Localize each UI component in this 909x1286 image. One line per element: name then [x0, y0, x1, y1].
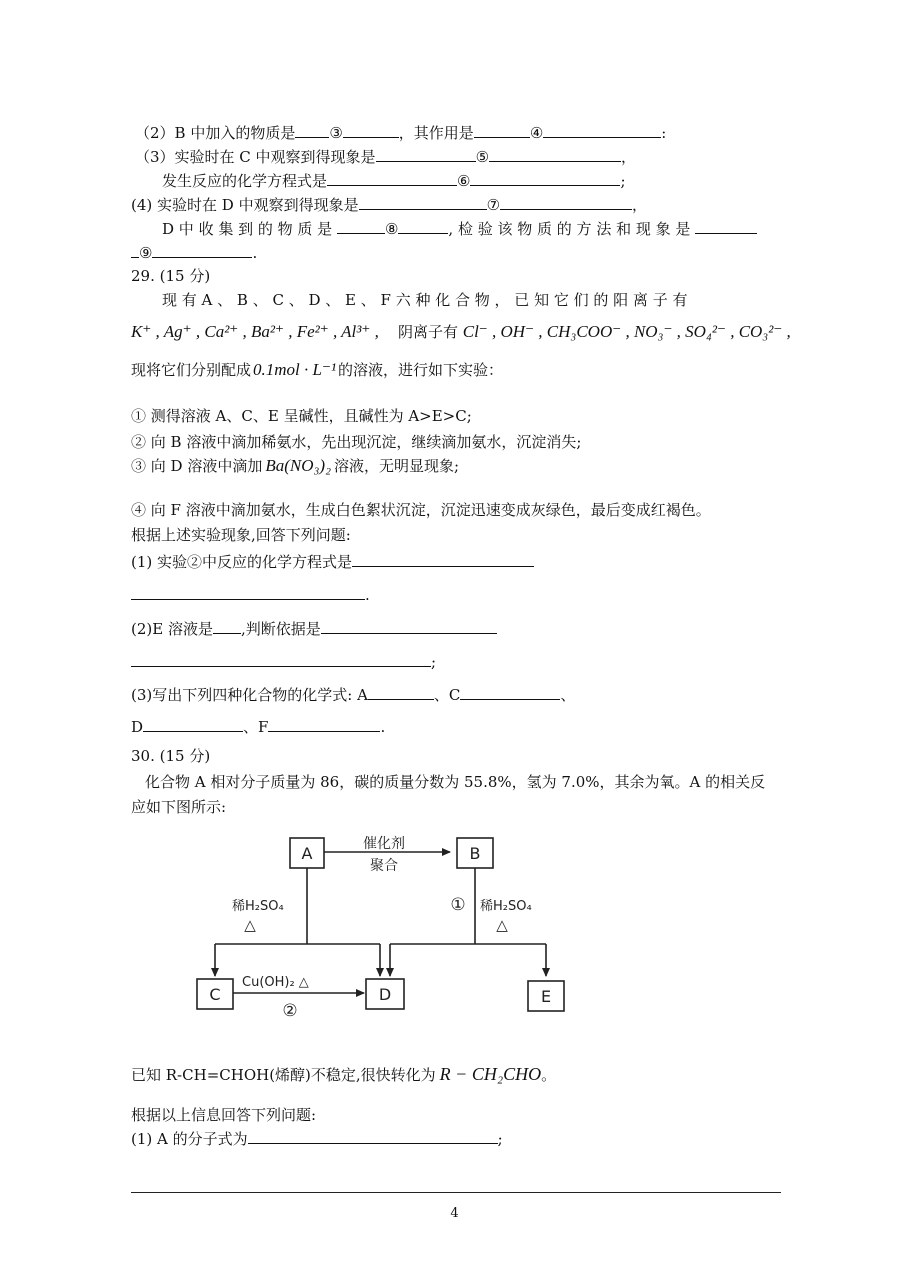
q30-ask: 根据以上信息回答下列问题:: [131, 1106, 317, 1124]
node-a-box: [290, 838, 324, 868]
q29-sub-3: (3)写出下列四种化合物的化学式: A 、C 、: [131, 686, 576, 704]
anion-list: Cl⁻ , OH⁻ , CH₃COO⁻ , NO₃⁻ , SO₄²⁻ , CO₃²⁻ ,: [462, 322, 791, 341]
concentration: 0.1mol · L⁻¹: [253, 360, 337, 379]
node-e-label: E: [540, 987, 552, 1006]
q30-heading: 30. (15 分): [131, 747, 211, 765]
q28-line-3: （3）实验时在 C 中观察到得现象是 ⑤ ，: [135, 148, 637, 166]
q28-line-4: 发生反应的化学方程式是 ⑥ ;: [162, 172, 626, 190]
step-1-marker: ①: [450, 895, 466, 915]
polymerize-label: 聚合: [370, 858, 398, 874]
q29-sub-2: (2)E 溶液是 ,判断依据是: [131, 618, 497, 639]
acid-right-label: 稀H₂SO₄: [480, 899, 532, 914]
q30-paragraph-1: 化合物 A 相对分子质量为 86，碳的质量分数为 55.8%，氢为 7.0%，其余为氧。A 的相关反: [145, 773, 766, 791]
node-d-label: D: [378, 985, 392, 1004]
reaction-diagram: [180, 818, 600, 1028]
cation-list: K⁺ , Ag⁺ , Ca²⁺ , Ba²⁺ , Fe²⁺ , Al³⁺ ,: [131, 322, 379, 341]
q29-sub-1: (1) 实验②中反应的化学方程式是: [131, 551, 534, 572]
heat-left-label: △: [244, 916, 256, 934]
q29-paragraph-1: 现 有 A 、 B 、 C 、 D 、 E 、 F 六 种 化 合 物 ， 已 知 它 们 的 阳 离 子 有: [162, 291, 688, 309]
q29-paragraph-2: 现将它们分别配成 0.1mol · L⁻¹ 的溶液，进行如下实验：: [131, 360, 504, 379]
node-d-box: [366, 979, 404, 1009]
catalyst-label: 催化剂: [363, 836, 405, 852]
q29-ions-line: [131, 322, 791, 342]
acid-left-label: 稀H₂SO₄: [232, 899, 284, 914]
node-b-box: [457, 838, 493, 868]
q29-sub-2-blank: ;: [131, 651, 436, 672]
node-c-label: C: [209, 985, 221, 1004]
aldehyde-formula: R − CH₂CHO: [439, 1064, 542, 1084]
node-c-box: [197, 979, 233, 1009]
q29-heading: 29. (15 分): [131, 267, 211, 285]
q29-sub-1-blank: .: [131, 584, 370, 605]
footer-rule: [131, 1192, 781, 1193]
page-number: 4: [450, 1206, 459, 1221]
q29-experiment-4: ④ 向 F 溶液中滴加氨水，生成白色絮状沉淀，沉淀迅速变成灰绿色，最后变成红褐色。: [131, 501, 711, 519]
copper-hydroxide-label: Cu(OH)₂ △: [242, 975, 309, 990]
q30-known: 已知 R-CH=CHOH(烯醇)不稳定,很快转化为 R − CH₂CHO。: [131, 1064, 557, 1084]
barium-nitrate: Ba(NO₃)₂: [265, 456, 331, 475]
q29-experiment-2: ② 向 B 溶液中滴加稀氨水，先出现沉淀，继续滴加氨水，沉淀消失;: [131, 433, 582, 451]
step-2-marker: ②: [282, 1001, 298, 1021]
heat-right-label: △: [496, 916, 508, 934]
q29-experiment-1: ① 测得溶液 A、C、E 呈碱性，且碱性为 A>E>C;: [131, 407, 472, 425]
node-a-label: A: [301, 844, 313, 863]
q28-line-7: ⑨ .: [131, 242, 257, 263]
q29-ask: 根据上述实验现象,回答下列问题:: [131, 526, 351, 544]
q28-line-6: D 中 收 集 到 的 物 质 是 ⑧ , 检 验 该 物 质 的 方 法 和 现 象 是: [162, 218, 757, 239]
node-e-box: [528, 981, 564, 1011]
q30-sub-1: (1) A 的分子式为 ;: [131, 1130, 503, 1148]
q28-line-2: （2）B 中加入的物质是 ③ ，其作用是 ④ :: [135, 124, 667, 142]
q29-experiment-3: ③ 向 D 溶液中滴加 Ba(NO₃)₂ 溶液，无明显现象;: [131, 456, 460, 475]
anion-label: 阴离子有: [397, 323, 458, 341]
node-b-label: B: [469, 844, 481, 863]
q29-sub-3-cont: D 、F .: [131, 718, 386, 736]
q30-paragraph-2: 应如下图所示:: [131, 798, 227, 816]
q28-line-5: (4) 实验时在 D 中观察到得现象是 ⑦ ，: [131, 196, 648, 214]
